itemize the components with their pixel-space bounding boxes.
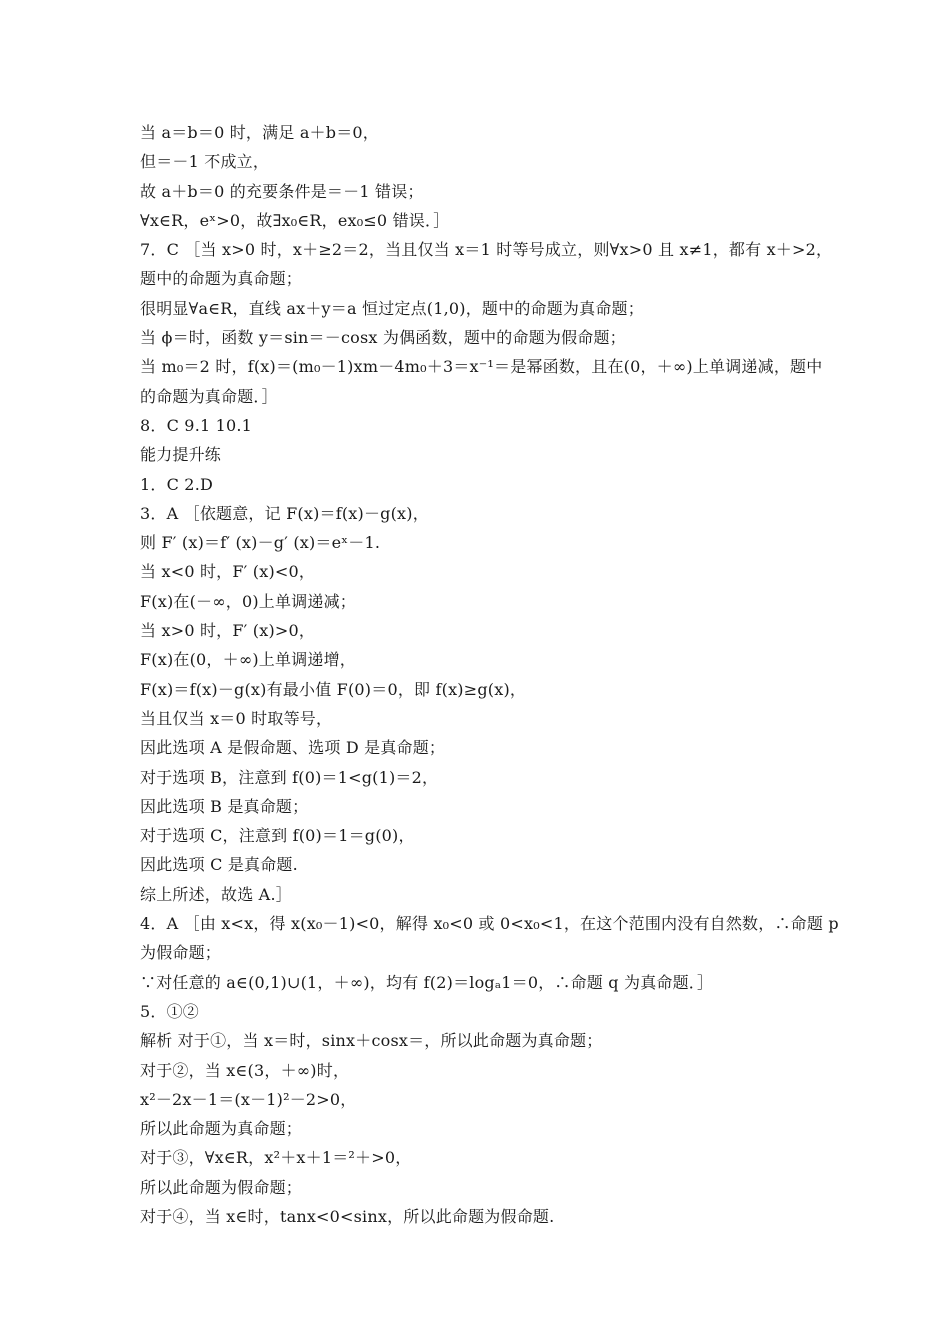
text-line: 对于选项 B，注意到 f(0)＝1<g(1)＝2， [140,767,439,787]
text-line: 当 x>0 时，F′ (x)>0， [140,621,316,641]
text-line: 当且仅当 x＝0 时取等号， [140,708,333,728]
text-line: 很明显∀a∈R，直线 ax＋y＝a 恒过定点(1,0)，题中的命题为真命题； [140,298,644,318]
text-line: 5．①② [140,1001,199,1021]
text-line: ∀x∈R，eˣ>0，故∃x₀∈R，ex₀≤0 错误．］ [140,210,450,230]
text-line: 3．A ［依题意，记 F(x)＝f(x)－g(x)， [140,503,429,523]
text-line: 1．C 2.D [140,474,214,494]
section-heading: 能力提升练 [140,445,222,465]
text-line: 为假命题； [140,943,222,963]
text-line: 的命题为真命题．］ [140,386,278,406]
text-line: 7．C ［当 x>0 时，x＋≥2＝2，当且仅当 x＝1 时等号成立，则∀x>0 且 x≠1，都有 x＋>2， [140,240,833,260]
text-line: 解析 对于①，当 x＝时，sinx＋cosx＝，所以此命题为真命题； [140,1031,603,1051]
text-line: 对于③，∀x∈R，x²＋x＋1＝²＋>0， [140,1148,412,1168]
text-line: F(x)在(0，＋∞)上单调递增， [140,650,357,670]
text-line: 因此选项 A 是假命题、选项 D 是真命题； [140,738,446,758]
document-body [140,118,839,1231]
text-line: 因此选项 C 是真命题. [140,855,298,875]
text-line: 因此选项 B 是真命题； [140,796,309,816]
text-line: F(x)＝f(x)－g(x)有最小值 F(0)＝0，即 f(x)≥g(x)， [140,679,527,699]
text-line: 8．C 9.1 10.1 [140,415,253,435]
text-line: 所以此命题为真命题； [140,1119,303,1139]
text-line: 则 F′ (x)＝f′ (x)－g′ (x)＝eˣ－1. [140,533,381,553]
text-line: 当 a＝b＝0 时，满足 a＋b＝0， [140,123,379,142]
text-line: 对于选项 C，注意到 f(0)＝1＝g(0)， [140,826,415,846]
text-line: 4．A ［由 x<x，得 x(x₀－1)<0，解得 x₀<0 或 0<x₀<1，在这个范围内没有自然数，∴命题 p [140,914,839,934]
text-line: 题中的命题为真命题； [140,269,303,289]
text-line: 故 a＋b＝0 的充要条件是＝－1 错误； [140,181,424,201]
text-line: 对于②，当 x∈(3，＋∞)时， [140,1060,350,1080]
text-line: x²－2x－1＝(x－1)²－2>0， [140,1089,357,1109]
text-line: 但＝－1 不成立， [140,152,270,172]
text-line: ∵对任意的 a∈(0,1)∪(1，＋∞)，均有 f(2)＝logₐ1＝0，∴命题 q 为真命题．］ [140,972,714,992]
text-line: 当 x<0 时，F′ (x)<0， [140,562,316,582]
text-line: 对于④，当 x∈时，tanx<0<sinx，所以此命题为假命题. [140,1206,555,1226]
text-line: 所以此命题为假命题； [140,1177,303,1197]
text-line: 当 ϕ＝时，函数 y＝sin＝－cosx 为偶函数，题中的命题为假命题； [140,328,626,348]
text-line: 综上所述，故选 A.］ [140,884,292,904]
text-line: 当 m₀＝2 时，f(x)＝(m₀－1)xm－4m₀＋3＝x⁻¹＝是幂函数，且在(0，＋∞)上单调递减，题中 [140,357,823,377]
text-line: F(x)在(－∞，0)上单调递减； [140,591,357,611]
